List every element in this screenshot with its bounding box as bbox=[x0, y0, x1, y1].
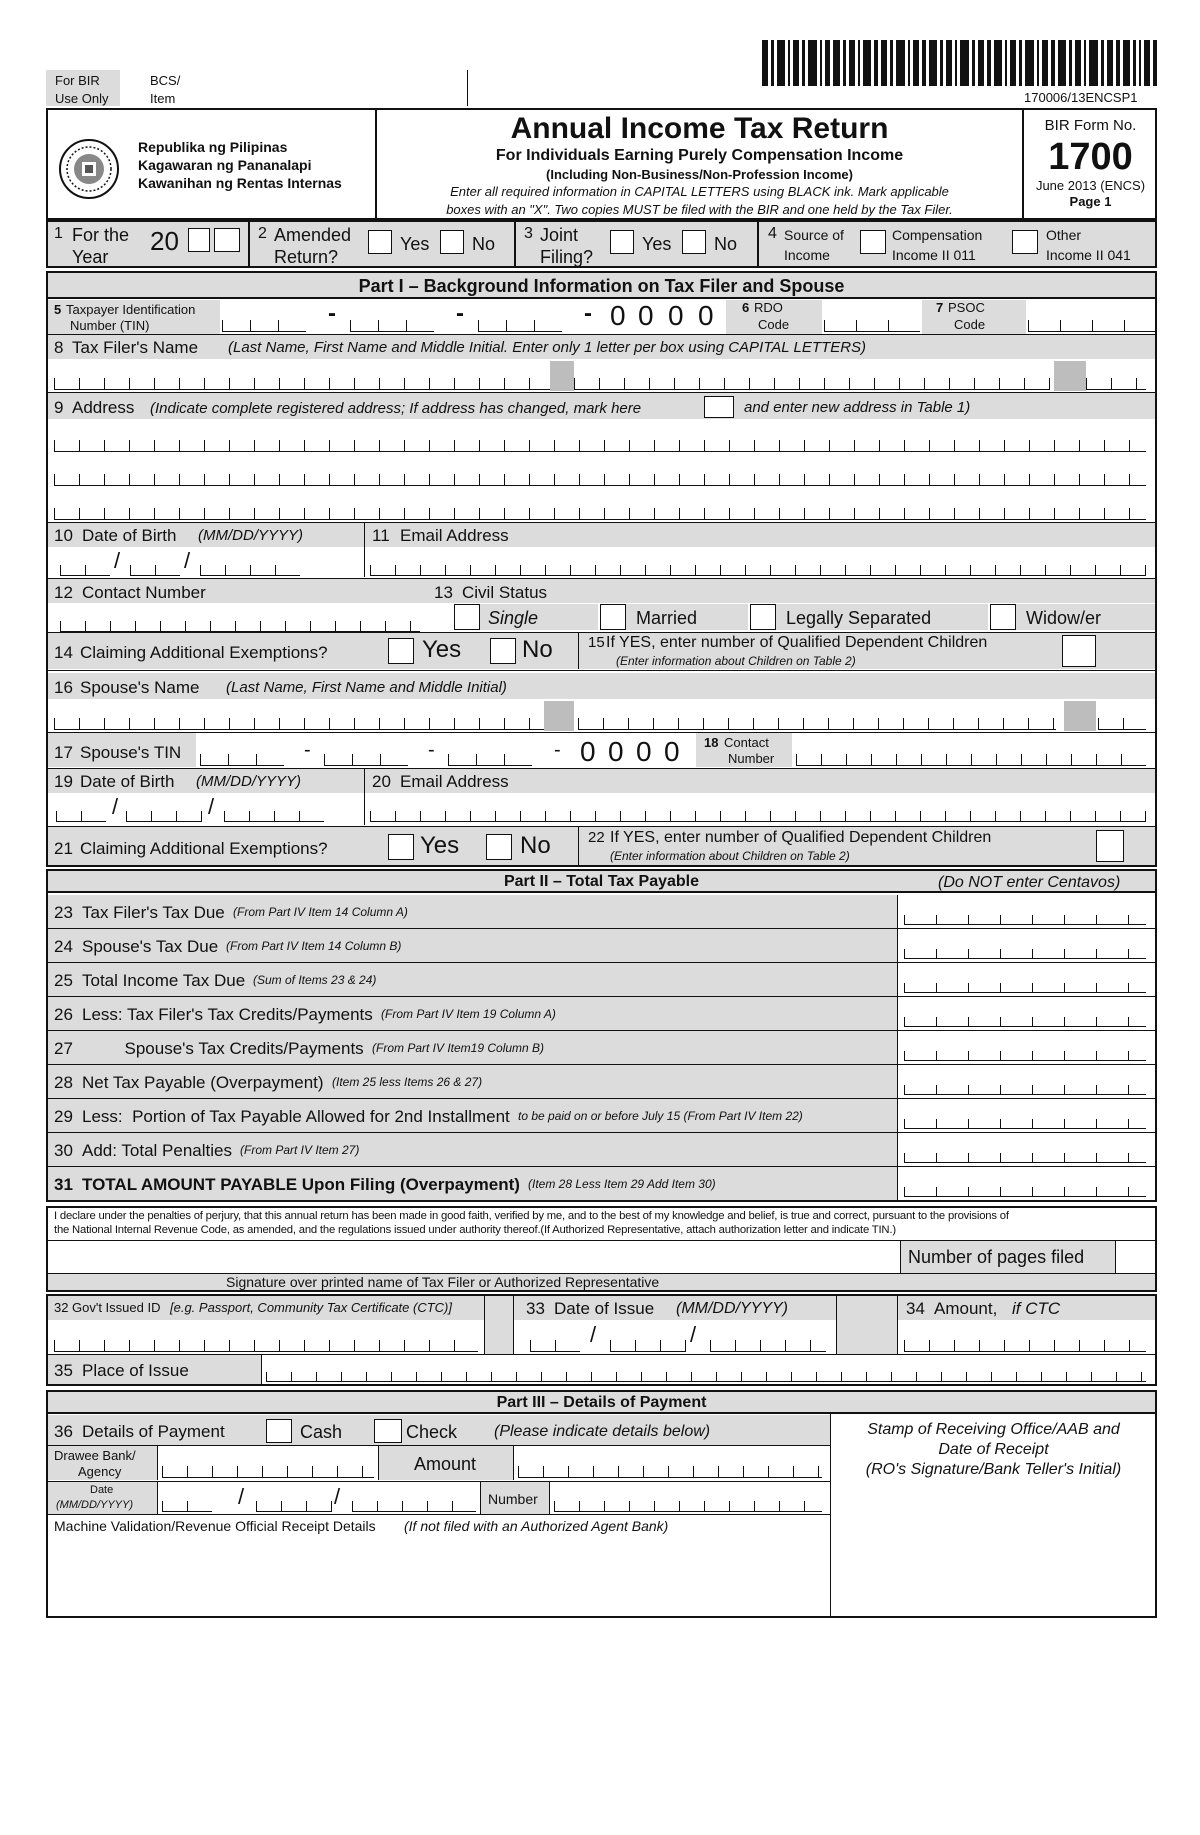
barcode-code: 170006/13ENCSP1 bbox=[1024, 90, 1138, 105]
doi-slash-2: / bbox=[690, 1322, 697, 1347]
ctc-amount-input[interactable] bbox=[904, 1324, 1146, 1352]
dob-slash-1: / bbox=[114, 548, 121, 573]
tin-branch-digit-1: 0 bbox=[610, 300, 626, 331]
exempt-yes-label: Yes bbox=[422, 636, 462, 663]
dob-day-input[interactable] bbox=[130, 550, 180, 576]
contact2-label: Contact bbox=[724, 735, 769, 750]
part2-amount-input[interactable] bbox=[904, 1105, 1146, 1129]
spouse-tin-dash-2: - bbox=[428, 739, 435, 761]
stamp-label-2: Date of Receipt bbox=[938, 1441, 1049, 1458]
form-no-label: BIR Form No. bbox=[1044, 117, 1137, 134]
dob-email-div bbox=[364, 523, 365, 577]
dependents-label: If YES, enter number of Qualified Dependent Children bbox=[606, 634, 988, 651]
tin-branch-digit-4: 0 bbox=[698, 300, 714, 331]
spouse-tin-branch-digit-2: 0 bbox=[608, 736, 624, 767]
drawee-label-2: Agency bbox=[78, 1464, 122, 1479]
item16-num: 16 bbox=[54, 678, 73, 697]
spouse-tin-branch-digit-1: 0 bbox=[580, 736, 596, 767]
cash-checkbox[interactable] bbox=[266, 1419, 292, 1443]
item14-num: 14 bbox=[54, 643, 73, 662]
for-bir-label: For BIR bbox=[55, 73, 100, 88]
item6-num: 6 bbox=[742, 300, 750, 315]
payment-date-slash-1: / bbox=[238, 1484, 245, 1509]
spouse-dob-slash-2: / bbox=[208, 794, 215, 819]
dependents-hint: (Enter information about Children on Table 2) bbox=[616, 654, 856, 668]
rdo-code-input[interactable] bbox=[824, 304, 920, 332]
form-subtitle-2: (Including Non-Business/Non-Profession Income) bbox=[546, 167, 853, 182]
tin-segment-3[interactable] bbox=[478, 304, 562, 332]
amended-yes-label: Yes bbox=[400, 234, 430, 254]
doi-slash-1: / bbox=[590, 1322, 597, 1347]
separated-checkbox[interactable] bbox=[750, 604, 776, 630]
signature-area[interactable] bbox=[48, 1241, 898, 1271]
bcs-label: BCS/ bbox=[150, 73, 181, 88]
item3-label: Joint bbox=[540, 225, 579, 245]
payment-date-year[interactable] bbox=[352, 1486, 476, 1512]
item19-num: 19 bbox=[54, 772, 73, 791]
exempt-no-checkbox[interactable] bbox=[490, 638, 516, 664]
check-number-input[interactable] bbox=[554, 1486, 822, 1512]
item15-num: 15 bbox=[588, 634, 605, 651]
exempt-yes-checkbox[interactable] bbox=[388, 638, 414, 664]
cash-label: Cash bbox=[300, 1422, 343, 1442]
psoc-label: PSOC bbox=[948, 300, 985, 315]
title-block bbox=[377, 112, 1022, 219]
row1-band bbox=[46, 220, 1157, 268]
tin-dash-3: - bbox=[584, 300, 592, 327]
item22-num: 22 bbox=[588, 829, 605, 846]
check-checkbox[interactable] bbox=[374, 1419, 402, 1443]
part2-item-hint: (Item 28 Less Item 29 Add Item 30) bbox=[528, 1177, 716, 1191]
spouse-tin-label: Spouse's TIN bbox=[80, 743, 182, 762]
spouse-exempt-yes-label: Yes bbox=[420, 832, 460, 859]
psoc-label-2: Code bbox=[954, 317, 986, 332]
part2-item-label: Spouse's Tax Credits/Payments bbox=[82, 1039, 364, 1058]
part2-item-num: 25 bbox=[54, 971, 73, 990]
form-title: Annual Income Tax Return bbox=[510, 112, 889, 145]
contact-number-input[interactable] bbox=[60, 606, 420, 632]
payment-amount-input[interactable] bbox=[518, 1450, 822, 1478]
part2-amount-input[interactable] bbox=[904, 969, 1146, 993]
part1-title: Part I – Background Information on Tax Filer and Spouse bbox=[48, 273, 1155, 299]
ids-gap-2 bbox=[836, 1296, 898, 1354]
dependents-digit-1[interactable] bbox=[1062, 635, 1096, 667]
spouse-first-name-input[interactable] bbox=[578, 702, 1056, 730]
item1-label: For the bbox=[72, 225, 130, 245]
bir-seal-icon bbox=[58, 138, 120, 200]
other-income-label: Other bbox=[1046, 227, 1082, 243]
address-changed-checkbox[interactable] bbox=[704, 396, 734, 418]
spouse-dob-hint: (MM/DD/YYYY) bbox=[196, 773, 301, 790]
part2-item-hint: (Sum of Items 23 & 24) bbox=[253, 973, 377, 987]
ctc-amount-hint: if CTC bbox=[1012, 1299, 1061, 1318]
spouse-last-name-input[interactable] bbox=[54, 702, 544, 730]
part2-item-hint: (Item 25 less Items 26 & 27) bbox=[332, 1075, 483, 1089]
spouse-tin-segment-2[interactable] bbox=[324, 738, 408, 766]
gov-id-input[interactable] bbox=[54, 1324, 478, 1352]
joint-no-checkbox[interactable] bbox=[682, 230, 706, 254]
part2-title: Part II – Total Tax Payable bbox=[503, 873, 700, 890]
part2-item-label: Less: Portion of Tax Payable Allowed for 2nd Installment bbox=[82, 1107, 510, 1126]
part2-item-label: Add: Total Penalties bbox=[82, 1141, 232, 1160]
joint-yes-label: Yes bbox=[642, 234, 672, 254]
part2-item-hint: (From Part IV Item 27) bbox=[240, 1143, 360, 1157]
tin-dash-2: - bbox=[456, 300, 464, 327]
stamp-area bbox=[832, 1420, 1155, 1480]
spouse-dependents-label: If YES, enter number of Qualified Dependent Children bbox=[610, 829, 992, 846]
item36-num: 36 bbox=[54, 1422, 73, 1441]
rdo-label: RDO bbox=[754, 300, 783, 315]
part2-row-rule bbox=[898, 996, 1155, 997]
compensation-checkbox[interactable] bbox=[860, 230, 886, 254]
part2-row-rule bbox=[898, 962, 1155, 963]
email-input[interactable] bbox=[370, 550, 1146, 576]
part2-row-rule bbox=[898, 1166, 1155, 1167]
barcode-image bbox=[762, 40, 1157, 86]
item7-num: 7 bbox=[936, 300, 944, 315]
instruction-2: boxes with an "X". Two copies MUST be filed with the BIR and one held by the Tax Filer. bbox=[446, 202, 953, 217]
part2-item-hint: (From Part IV Item 14 Column A) bbox=[233, 905, 408, 919]
part2-item-hint: to be paid on or before July 15 (From Part IV Item 22) bbox=[518, 1109, 803, 1123]
stamp-label-3: (RO's Signature/Bank Teller's Initial) bbox=[865, 1461, 1122, 1478]
spouse-name-hint: (Last Name, First Name and Middle Initial) bbox=[226, 679, 507, 696]
item2-label-2: Return? bbox=[274, 247, 339, 267]
spouse-tin-segment-3[interactable] bbox=[448, 738, 532, 766]
instruction-1: Enter all required information in CAPITAL LETTERS using BLACK ink. Mark applicable bbox=[450, 184, 949, 199]
item3-label-2: Filing? bbox=[540, 247, 594, 267]
widow-checkbox[interactable] bbox=[990, 604, 1016, 630]
spouse-name-label: Spouse's Name bbox=[80, 678, 200, 697]
part2-row-rule bbox=[898, 928, 1155, 929]
tin-segment-1[interactable] bbox=[222, 304, 306, 332]
address-label: Address bbox=[72, 398, 135, 417]
pages-filed-label: Number of pages filed bbox=[908, 1247, 1085, 1267]
address-line-3[interactable] bbox=[54, 492, 1146, 520]
email-label: Email Address bbox=[400, 526, 509, 545]
agency-line-3: Kawanihan ng Rentas Internas bbox=[138, 175, 342, 191]
spouse-middle-initial-input[interactable] bbox=[1098, 702, 1146, 730]
payment-details-label: Details of Payment bbox=[82, 1422, 225, 1441]
row1-div-3 bbox=[757, 220, 759, 268]
item2-label: Amended bbox=[274, 225, 352, 245]
header-separator bbox=[467, 70, 468, 106]
spouse-dob-day-input[interactable] bbox=[126, 796, 202, 822]
spouse-name-separator-1 bbox=[544, 701, 574, 731]
compensation-label: Compensation bbox=[892, 227, 983, 243]
tax-filer-name-label: Tax Filer's Name bbox=[72, 338, 199, 357]
item2-num: 2 bbox=[258, 225, 267, 242]
spouse-name-band bbox=[48, 673, 1155, 699]
item34-num: 34 bbox=[906, 1299, 925, 1318]
p3-rule-3 bbox=[48, 1514, 830, 1515]
part3-div bbox=[830, 1414, 831, 1616]
item4-label-2: Income bbox=[784, 247, 830, 263]
amended-no-checkbox[interactable] bbox=[440, 230, 464, 254]
part2-item-num: 28 bbox=[54, 1073, 73, 1092]
name-separator-2 bbox=[1054, 361, 1086, 391]
row1-div-2 bbox=[514, 220, 516, 268]
item3-num: 3 bbox=[524, 225, 533, 242]
last-name-input[interactable] bbox=[54, 362, 550, 390]
payment-amount-label: Amount bbox=[414, 1454, 477, 1474]
machine-validation-hint: (If not filed with an Authorized Agent Bank) bbox=[404, 1518, 669, 1534]
first-name-input[interactable] bbox=[574, 362, 1050, 390]
spouse-exempt-no-label: No bbox=[520, 832, 551, 859]
spouse-dob-slash-1: / bbox=[112, 794, 119, 819]
stamp-label-1: Stamp of Receiving Office/AAB and bbox=[867, 1421, 1120, 1438]
part2-row-rule bbox=[898, 1064, 1155, 1065]
item8-num: 8 bbox=[54, 338, 64, 357]
item4-num: 4 bbox=[768, 225, 777, 242]
ids-gap-1 bbox=[484, 1296, 514, 1354]
form-version: June 2013 (ENCS) bbox=[1035, 178, 1146, 193]
part2-item-label: Total Income Tax Due bbox=[82, 971, 246, 990]
part2-item-label: Less: Tax Filer's Tax Credits/Payments bbox=[82, 1005, 373, 1024]
payment-date-slash-2: / bbox=[334, 1484, 341, 1509]
rule-g bbox=[48, 732, 1155, 733]
item12-num: 12 bbox=[54, 583, 73, 602]
item35-num: 35 bbox=[54, 1361, 73, 1380]
doi-month-input[interactable] bbox=[530, 1324, 580, 1352]
compensation-label-2: Income II 011 bbox=[892, 247, 976, 263]
address-line-2[interactable] bbox=[54, 458, 1146, 486]
spouse-contact-input[interactable] bbox=[796, 738, 1146, 766]
item1-num: 1 bbox=[54, 225, 63, 242]
part2-item-label: Spouse's Tax Due bbox=[82, 937, 219, 956]
doi-year-input[interactable] bbox=[710, 1324, 826, 1352]
item33-num: 33 bbox=[526, 1299, 545, 1318]
payment-hint: (Please indicate details below) bbox=[494, 1423, 711, 1440]
check-label: Check bbox=[406, 1422, 458, 1442]
spouse-exempt-no-checkbox[interactable] bbox=[486, 834, 512, 860]
place-of-issue-input[interactable] bbox=[266, 1358, 1146, 1382]
part2-item-hint: (From Part IV Item 14 Column B) bbox=[226, 939, 402, 953]
spouse-email-label: Email Address bbox=[400, 772, 509, 791]
item1-label-2: Year bbox=[72, 247, 109, 267]
check-number-label: Number bbox=[488, 1491, 538, 1507]
gov-id-hint: [e.g. Passport, Community Tax Certificate (CTC)] bbox=[170, 1300, 452, 1315]
dob-hint: (MM/DD/YYYY) bbox=[198, 527, 303, 544]
payment-date-day[interactable] bbox=[256, 1486, 332, 1512]
address-hint: (Indicate complete registered address; If address has changed, mark here bbox=[150, 400, 642, 417]
joint-yes-checkbox[interactable] bbox=[610, 230, 634, 254]
year-digit-1[interactable] bbox=[188, 228, 210, 252]
spouse-dob-year-input[interactable] bbox=[224, 796, 324, 822]
spouse-tin-branch-digit-3: 0 bbox=[636, 736, 652, 767]
part2-note: (Do NOT enter Centavos) bbox=[938, 874, 1121, 891]
item32-num: 32 bbox=[54, 1300, 69, 1315]
tin-label: Taxpayer Identification bbox=[66, 302, 196, 317]
rule-f bbox=[48, 670, 1155, 671]
part2-amount-input[interactable] bbox=[904, 935, 1146, 959]
tin-segment-2[interactable] bbox=[350, 304, 434, 332]
spouse-exempt-label: Claiming Additional Exemptions? bbox=[80, 839, 328, 858]
psoc-code-input[interactable] bbox=[1028, 304, 1155, 332]
form-no: 1700 bbox=[1048, 136, 1133, 178]
part2-amount-input[interactable] bbox=[904, 901, 1146, 925]
form-subtitle: For Individuals Earning Purely Compensation Income bbox=[495, 147, 904, 164]
part2-item-num: 26 bbox=[54, 1005, 73, 1024]
rdo-label-2: Code bbox=[758, 317, 790, 332]
part2-row-rule bbox=[898, 1098, 1155, 1099]
contact-label: Contact Number bbox=[82, 583, 206, 602]
page-number: Page 1 bbox=[1069, 194, 1112, 209]
exempt-no-label: No bbox=[522, 636, 553, 663]
other-income-checkbox[interactable] bbox=[1012, 230, 1038, 254]
agency-line-1: Republika ng Pilipinas bbox=[138, 139, 288, 155]
part2-item-num: 31 bbox=[54, 1175, 73, 1194]
item-label: Item bbox=[150, 91, 176, 106]
form-number-block bbox=[1024, 116, 1157, 210]
contact-label-band bbox=[48, 579, 1155, 603]
item11-num: 11 bbox=[372, 526, 390, 545]
spouse-dob-label: Date of Birth bbox=[80, 772, 175, 791]
spouse-tin-segment-1[interactable] bbox=[200, 738, 284, 766]
drawee-label: Drawee Bank/ bbox=[54, 1448, 136, 1463]
doi-hint: (MM/DD/YYYY) bbox=[676, 1300, 788, 1317]
spouse-email-input[interactable] bbox=[370, 796, 1146, 822]
part2-item-num: 27 bbox=[54, 1039, 73, 1058]
year-digit-2[interactable] bbox=[214, 228, 240, 252]
middle-initial-input[interactable] bbox=[1086, 362, 1146, 390]
exempt-label: Claiming Additional Exemptions? bbox=[80, 643, 328, 662]
item20-num: 20 bbox=[372, 772, 391, 791]
spouse-exempt-yes-checkbox[interactable] bbox=[388, 834, 414, 860]
machine-validation-label: Machine Validation/Revenue Official Receipt Details bbox=[54, 1518, 376, 1534]
item10-num: 10 bbox=[54, 526, 73, 545]
tin-branch-digit-3: 0 bbox=[668, 300, 684, 331]
married-label: Married bbox=[636, 608, 698, 628]
item18-num: 18 bbox=[704, 735, 719, 750]
part2-row-rule bbox=[898, 1132, 1155, 1133]
amended-no-label: No bbox=[472, 234, 496, 254]
doi-label: Date of Issue bbox=[554, 1299, 655, 1318]
item17-num: 17 bbox=[54, 743, 73, 762]
signature-label: Signature over printed name of Tax Filer or Authorized Representative bbox=[226, 1274, 660, 1290]
tin-dash-1: - bbox=[328, 300, 336, 327]
declaration-text-2: the National Internal Revenue Code, as amended, and the regulations issued under authority thereof.(If Authorized Representative, attach authorization letter and indicate TIN.) bbox=[54, 1224, 896, 1236]
part2-amount-input[interactable] bbox=[904, 1003, 1146, 1027]
spouse-tin-dash-1: - bbox=[304, 739, 311, 761]
dob-label: Date of Birth bbox=[82, 526, 177, 545]
part2-item-label: Tax Filer's Tax Due bbox=[82, 903, 225, 922]
tin-label-2: Number (TIN) bbox=[70, 318, 150, 333]
payment-date-hint: (MM/DD/YYYY) bbox=[56, 1499, 133, 1511]
row1-div-1 bbox=[248, 220, 250, 268]
widow-label: Widow/er bbox=[1026, 608, 1102, 628]
ctc-amount-label: Amount, bbox=[934, 1299, 998, 1318]
spouse-exempt-div bbox=[578, 827, 579, 865]
part2-item-num: 23 bbox=[54, 903, 73, 922]
part2-amount-input[interactable] bbox=[904, 1173, 1146, 1197]
spouse-tin-branch-digit-4: 0 bbox=[664, 736, 680, 767]
part2-amount-input[interactable] bbox=[904, 1139, 1146, 1163]
place-of-issue-label: Place of Issue bbox=[82, 1361, 189, 1380]
item13-num: 13 bbox=[434, 583, 453, 602]
payment-date-label: Date bbox=[90, 1484, 114, 1496]
single-label: Single bbox=[488, 608, 539, 628]
part2-item-label: TOTAL AMOUNT PAYABLE Upon Filing (Overpayment) bbox=[82, 1175, 520, 1194]
tax-filer-name-hint: (Last Name, First Name and Middle Initial. Enter only 1 letter per box using CAPITAL LETTERS) bbox=[228, 339, 867, 356]
spouse-tin-dash-3: - bbox=[554, 739, 561, 761]
part2-item-label: Net Tax Payable (Overpayment) bbox=[82, 1073, 324, 1092]
doi-day-input[interactable] bbox=[610, 1324, 686, 1352]
spouse-dependents-hint: (Enter information about Children on Table 2) bbox=[610, 849, 850, 863]
spouse-name-separator-2 bbox=[1064, 701, 1096, 731]
pages-filed-input[interactable] bbox=[1115, 1241, 1155, 1273]
joint-no-label: No bbox=[714, 234, 738, 254]
use-only-label: Use Only bbox=[55, 91, 109, 106]
payment-date-month[interactable] bbox=[162, 1486, 212, 1512]
spouse-dependents-digit[interactable] bbox=[1096, 830, 1124, 862]
married-checkbox[interactable] bbox=[600, 604, 626, 630]
part3-title: Part III – Details of Payment bbox=[496, 1394, 707, 1411]
part2-item-hint: (From Part IV Item19 Column B) bbox=[372, 1041, 545, 1055]
dob-month-input[interactable] bbox=[60, 550, 110, 576]
agency-line-2: Kagawaran ng Pananalapi bbox=[138, 157, 312, 173]
item5-num: 5 bbox=[54, 302, 62, 317]
declaration-text-1: I declare under the penalties of perjury, that this annual return has been made in good faith, verified by me, and to the best of my knowledge and belief, is true and correct, pursuant to the provisions of bbox=[54, 1210, 1009, 1222]
contact2-label-2: Number bbox=[728, 751, 775, 766]
address-hint-2: and enter new address in Table 1) bbox=[744, 399, 971, 416]
other-income-label-2: Income II 041 bbox=[1046, 247, 1131, 263]
civil-status-label: Civil Status bbox=[462, 583, 548, 602]
separated-label: Legally Separated bbox=[786, 608, 932, 628]
address-line-1[interactable] bbox=[54, 424, 1146, 452]
spouse-dob-month-input[interactable] bbox=[56, 796, 106, 822]
exempt-div bbox=[578, 633, 579, 669]
drawee-bank-input[interactable] bbox=[162, 1450, 374, 1478]
name-separator-1 bbox=[550, 361, 574, 391]
part2-amount-input[interactable] bbox=[904, 1071, 1146, 1095]
sdob-email-div bbox=[364, 769, 365, 825]
item4-label: Source of bbox=[784, 227, 844, 243]
amended-yes-checkbox[interactable] bbox=[368, 230, 392, 254]
part2-item-num: 30 bbox=[54, 1141, 73, 1160]
item21-num: 21 bbox=[54, 839, 73, 858]
part2-item-num: 24 bbox=[54, 937, 73, 956]
part2-row-rule bbox=[898, 1030, 1155, 1031]
p3-rule-2 bbox=[48, 1481, 830, 1482]
gov-id-label: Gov't Issued ID bbox=[72, 1300, 161, 1315]
year-prefix: 20 bbox=[150, 226, 179, 256]
tin-branch-digit-2: 0 bbox=[638, 300, 654, 331]
dob-year-input[interactable] bbox=[200, 550, 300, 576]
part2-amount-input[interactable] bbox=[904, 1037, 1146, 1061]
part2-item-hint: (From Part IV Item 19 Column A) bbox=[381, 1007, 556, 1021]
part2-item-num: 29 bbox=[54, 1107, 73, 1126]
part2-row-rule bbox=[898, 1200, 1155, 1201]
item9-num: 9 bbox=[54, 398, 64, 417]
single-checkbox[interactable] bbox=[454, 604, 480, 630]
dob-slash-2: / bbox=[184, 548, 191, 573]
